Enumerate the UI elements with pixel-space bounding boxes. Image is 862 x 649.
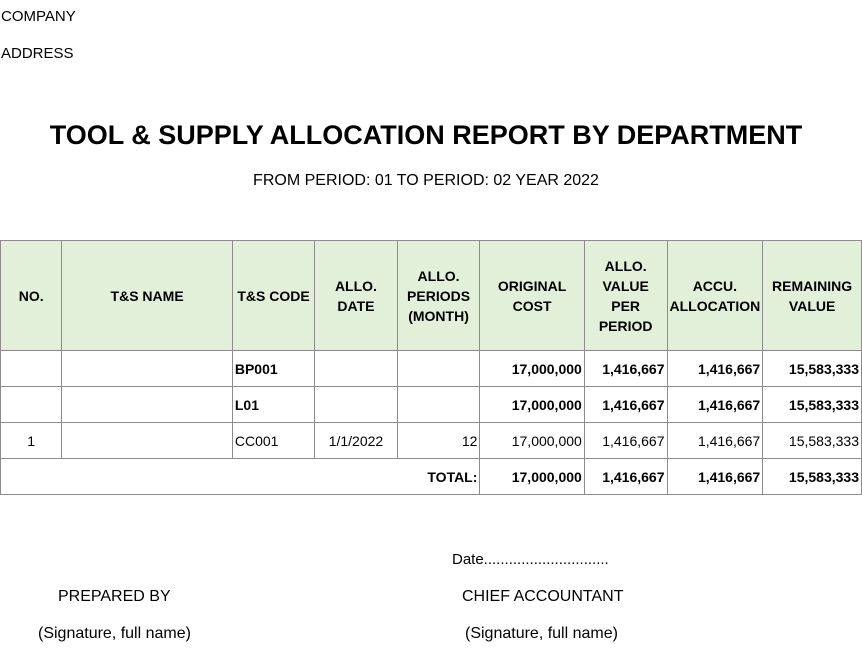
cell-name (62, 387, 233, 423)
cell-periods (397, 351, 480, 387)
col-header-periods: ALLO. PERIODS (MONTH) (397, 241, 480, 351)
total-remaining: 15,583,333 (763, 459, 862, 495)
cell-cost: 17,000,000 (480, 387, 584, 423)
cell-remaining: 15,583,333 (763, 351, 862, 387)
company-address: ADDRESS (1, 45, 74, 62)
col-header-code: T&S CODE (232, 241, 314, 351)
cell-remaining: 15,583,333 (763, 387, 862, 423)
col-header-cost: ORIGINAL COST (480, 241, 584, 351)
date-line: Date.............................. (452, 551, 609, 568)
total-cost: 17,000,000 (480, 459, 584, 495)
signature-right: (Signature, full name) (465, 625, 618, 642)
col-header-date: ALLO. DATE (315, 241, 398, 351)
total-label: TOTAL: (1, 459, 480, 495)
col-header-per-period: ALLO. VALUE PER PERIOD (584, 241, 667, 351)
company-name: COMPANY (1, 8, 76, 25)
cell-cost: 17,000,000 (480, 351, 584, 387)
table-header-row (1, 241, 862, 351)
signature-left: (Signature, full name) (38, 625, 191, 642)
cell-no: 1 (1, 423, 62, 459)
cell-remaining: 15,583,333 (763, 423, 862, 459)
report-period: FROM PERIOD: 01 TO PERIOD: 02 YEAR 2022 (253, 172, 599, 189)
cell-code: L01 (232, 387, 314, 423)
cell-cost: 17,000,000 (480, 423, 584, 459)
table-row (1, 351, 862, 387)
col-header-no: NO. (1, 241, 62, 351)
cell-accu: 1,416,667 (667, 387, 763, 423)
allocation-table (0, 240, 862, 495)
total-per-period: 1,416,667 (584, 459, 667, 495)
cell-periods (397, 387, 480, 423)
cell-date (315, 351, 398, 387)
cell-date: 1/1/2022 (315, 423, 398, 459)
total-accu: 1,416,667 (667, 459, 763, 495)
cell-date (315, 387, 398, 423)
cell-periods: 12 (397, 423, 480, 459)
report-title: TOOL & SUPPLY ALLOCATION REPORT BY DEPARTMENT (49, 120, 803, 150)
cell-accu: 1,416,667 (667, 351, 763, 387)
total-row (1, 459, 862, 495)
cell-accu: 1,416,667 (667, 423, 763, 459)
cell-name (62, 423, 233, 459)
cell-per-period: 1,416,667 (584, 387, 667, 423)
prepared-by-label: PREPARED BY (58, 588, 171, 605)
col-header-remaining: REMAINING VALUE (763, 241, 862, 351)
cell-per-period: 1,416,667 (584, 351, 667, 387)
cell-per-period: 1,416,667 (584, 423, 667, 459)
cell-code: BP001 (232, 351, 314, 387)
cell-no (1, 387, 62, 423)
col-header-name: T&S NAME (62, 241, 233, 351)
chief-accountant-label: CHIEF ACCOUNTANT (462, 588, 624, 605)
cell-code: CC001 (232, 423, 314, 459)
cell-name (62, 351, 233, 387)
cell-no (1, 351, 62, 387)
table-row (1, 387, 862, 423)
col-header-accu: ACCU. ALLOCATION (667, 241, 763, 351)
table-row (1, 423, 862, 459)
